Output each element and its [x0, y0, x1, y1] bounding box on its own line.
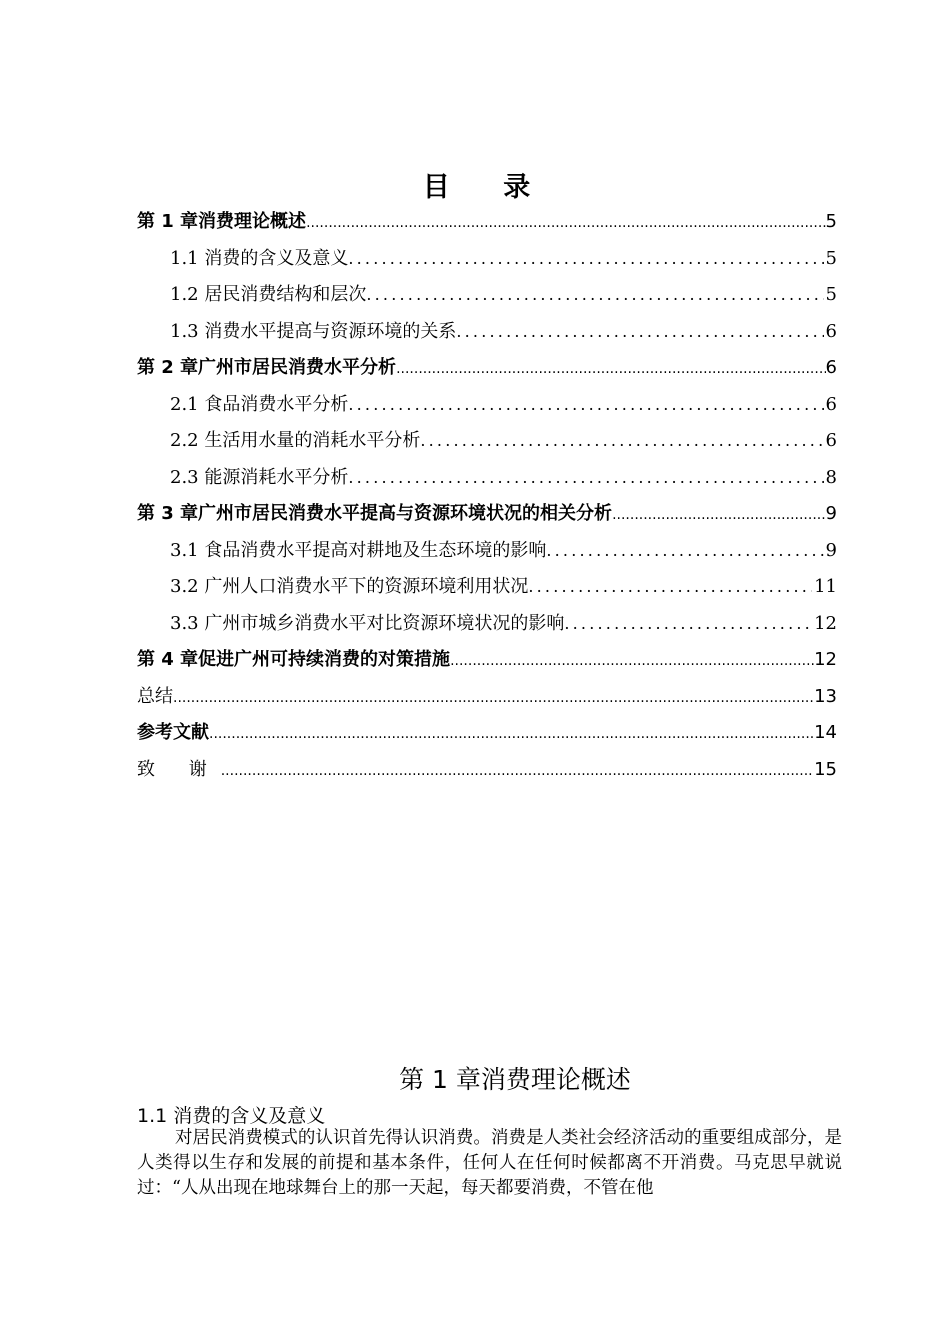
toc-entry-page: 5 — [825, 284, 837, 305]
toc-entry-label: 1.3 消费水平提高与资源环境的关系 — [170, 320, 457, 342]
toc-entry-page: 14 — [814, 722, 837, 743]
chapter-title: 第 1 章消费理论概述 — [399, 1065, 631, 1094]
toc-entry-page: 6 — [825, 393, 837, 415]
toc-entry-section-2-3[interactable] — [137, 460, 837, 497]
toc-leader-dots — [456, 314, 823, 351]
toc-entry-label: 3.1 食品消费水平提高对耕地及生态环境的影响 — [170, 539, 547, 561]
toc-entry-label: 第 1 章消费理论概述 — [137, 211, 307, 232]
toc-leader-dots — [348, 460, 823, 497]
toc-entry-page: 11 — [814, 576, 837, 597]
section-title: 1.1 消费的含义及意义 — [137, 1105, 326, 1127]
toc-entry-page: 6 — [825, 430, 837, 451]
toc-entry-page: 6 — [825, 320, 837, 342]
toc-entry-chapter-3[interactable] — [137, 496, 837, 533]
toc-entry-page: 9 — [825, 539, 837, 561]
toc-entry-section-3-2[interactable] — [137, 569, 837, 606]
toc-entry-label: 1.1 消费的含义及意义 — [170, 247, 349, 269]
toc-leader-dots — [348, 241, 823, 278]
toc-entry-chapter-1[interactable] — [137, 204, 837, 241]
toc-entry-page: 9 — [825, 503, 837, 524]
toc-entry-chapter-4[interactable] — [137, 642, 837, 679]
toc-entry-label: 3.2 广州人口消费水平下的资源环境利用状况 — [170, 576, 529, 597]
toc-leader-dots — [366, 277, 823, 314]
toc-entry-label: 1.2 居民消费结构和层次 — [170, 284, 367, 305]
toc-entry-page: 13 — [814, 685, 837, 707]
toc-entry-summary[interactable] — [137, 679, 837, 716]
toc-entry-section-1-1[interactable] — [137, 241, 837, 278]
toc-entry-label: 致 谢 — [137, 758, 221, 780]
toc-leader-dots — [306, 205, 825, 242]
toc-entry-label: 第 2 章广州市居民消费水平分析 — [137, 357, 397, 378]
toc-entry-section-3-3[interactable] — [137, 606, 837, 643]
toc-leader-dots — [420, 423, 823, 460]
toc-entry-label: 第 4 章促进广州可持续消费的对策措施 — [137, 649, 451, 670]
toc-leader-dots — [612, 497, 825, 534]
toc-entry-acknowledgements[interactable] — [137, 752, 837, 789]
toc-leader-dots — [221, 753, 814, 790]
table-of-contents — [137, 204, 837, 788]
toc-entry-page: 6 — [825, 357, 837, 378]
toc-entry-page: 12 — [814, 612, 837, 634]
toc-title: 目 录 — [422, 172, 553, 203]
toc-entry-page: 12 — [814, 649, 837, 670]
toc-entry-page: 5 — [825, 247, 837, 269]
toc-entry-label: 3.3 广州市城乡消费水平对比资源环境状况的影响 — [170, 612, 565, 634]
toc-entry-label: 2.1 食品消费水平分析 — [170, 393, 349, 415]
toc-leader-dots — [528, 569, 812, 606]
toc-entry-label: 总结 — [137, 685, 173, 707]
toc-entry-references[interactable] — [137, 715, 837, 752]
toc-leader-dots — [173, 680, 814, 717]
toc-leader-dots — [348, 387, 823, 424]
toc-leader-dots — [450, 643, 814, 680]
toc-entry-chapter-2[interactable] — [137, 350, 837, 387]
toc-entry-page: 15 — [814, 758, 837, 780]
toc-leader-dots — [546, 533, 823, 570]
toc-entry-label: 2.3 能源消耗水平分析 — [170, 466, 349, 488]
toc-entry-section-1-2[interactable] — [137, 277, 837, 314]
toc-entry-section-3-1[interactable] — [137, 533, 837, 570]
toc-entry-section-2-2[interactable] — [137, 423, 837, 460]
toc-entry-page: 8 — [825, 466, 837, 488]
toc-leader-dots — [564, 606, 812, 643]
toc-entry-label: 第 3 章广州市居民消费水平提高与资源环境状况的相关分析 — [137, 503, 613, 524]
toc-entry-page: 5 — [825, 211, 837, 232]
toc-entry-section-1-3[interactable] — [137, 314, 837, 351]
toc-leader-dots — [209, 716, 814, 753]
toc-entry-label: 2.2 生活用水量的消耗水平分析 — [170, 430, 421, 451]
body-paragraph: 对居民消费模式的认识首先得认识消费。消费是人类社会经济活动的重要组成部分，是人类得以生存和发展的前提和基本条件，任何人在任何时候都离不开消费。马克思早就说过：“人从出现在地球舞台上的那一天起，每天都要消费，不管在他 — [137, 1128, 842, 1198]
toc-entry-section-2-1[interactable] — [137, 387, 837, 424]
toc-entry-label: 参考文献 — [137, 722, 209, 743]
toc-leader-dots — [396, 351, 825, 388]
